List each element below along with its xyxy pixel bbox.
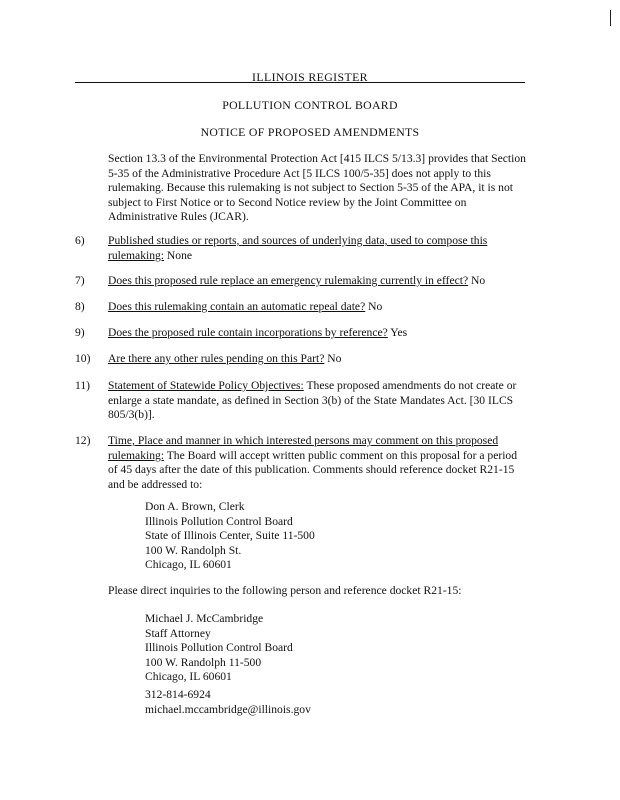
contact-city: Chicago, IL 60601 — [145, 670, 232, 684]
contact-org: Illinois Pollution Control Board — [145, 641, 293, 655]
contact-name: Michael J. McCambridge — [145, 612, 264, 625]
contact-email: michael.mccambridge@illinois.gov — [145, 702, 311, 716]
contact-phone: 312-814-6924 — [145, 688, 211, 701]
item-question: Time, Place and manner in which interested persons may comment on this proposed rulemaking: — [108, 434, 499, 462]
item-number: 9) — [75, 326, 85, 339]
item-number: 7) — [75, 274, 85, 287]
inquiries-paragraph: Please direct inquiries to the following person and reference docket R21-15: — [108, 584, 462, 597]
item-answer: These proposed amendments do not create or enlarge a state mandate, as defined in Section 3(b) of the State Mandates Act. [30 ILCS 805/3(b)]. — [108, 379, 517, 422]
contact-block — [145, 612, 293, 685]
item-number: 6) — [75, 234, 85, 247]
clerk-address — [145, 500, 315, 573]
item-number: 10) — [75, 352, 91, 365]
item-11 — [75, 379, 535, 423]
notice-heading: NOTICE OF PROPOSED AMENDMENTS — [200, 125, 420, 139]
address-line: Chicago, IL 60601 — [145, 558, 232, 572]
item-question: Does this rulemaking contain an automatic repeal date? — [108, 300, 366, 313]
item-answer: No — [468, 274, 486, 287]
item-7 — [75, 274, 535, 289]
address-line: 100 W. Randolph St. — [145, 543, 242, 557]
item-answer: The Board will accept written public comment on this proposal for a period of 45 days after the date of this publication. Comments should reference docket R21-15 and be addressed to: — [108, 448, 518, 491]
item-number: 8) — [75, 300, 85, 313]
item-question: Does this proposed rule replace an emergency rulemaking currently in effect? — [108, 274, 469, 287]
intro-paragraph: Section 13.3 of the Environmental Protection Act [415 ILCS 5/13.3] provides that Section 5-35 of the Administrative Procedure Act [5 ILCS 100/5-35] does not apply to this rulemaking. Because this rulemaking is not subject to Section 5-35 of the APA, it is not subject to First Notice or to Second Notice review by the Joint Committee on Administrative Rules (JCAR). — [108, 152, 526, 224]
item-6 — [75, 234, 535, 263]
contact-street: 100 W. Randolph 11-500 — [145, 655, 262, 669]
item-9 — [75, 326, 535, 341]
item-10 — [75, 352, 535, 367]
agency-heading: POLLUTION CONTROL BOARD — [222, 98, 398, 112]
item-12 — [75, 434, 535, 492]
item-question: Does the proposed rule contain incorporations by reference? — [108, 326, 388, 339]
register-title: ILLINOIS REGISTER — [252, 70, 368, 84]
contact-title: Staff Attorney — [145, 626, 211, 640]
item-question: Statement of Statewide Policy Objectives: — [108, 379, 304, 392]
item-number: 12) — [75, 434, 91, 447]
item-answer: No — [365, 300, 383, 313]
item-number: 11) — [75, 379, 91, 392]
address-line: Don A. Brown, Clerk — [145, 500, 245, 513]
item-answer: Yes — [387, 326, 408, 339]
page-edge-mark — [610, 10, 611, 26]
item-question: Are there any other rules pending on this Part? — [108, 352, 325, 365]
address-line: State of Illinois Center, Suite 11-500 — [145, 529, 315, 543]
header-rule — [75, 82, 525, 83]
item-question: Published studies or reports, and sources of underlying data, used to compose this rulemaking: — [108, 234, 488, 262]
item-answer: No — [324, 352, 342, 365]
item-answer: None — [164, 248, 193, 262]
address-line: Illinois Pollution Control Board — [145, 514, 293, 528]
item-8 — [75, 300, 535, 315]
contact-details — [145, 688, 311, 717]
